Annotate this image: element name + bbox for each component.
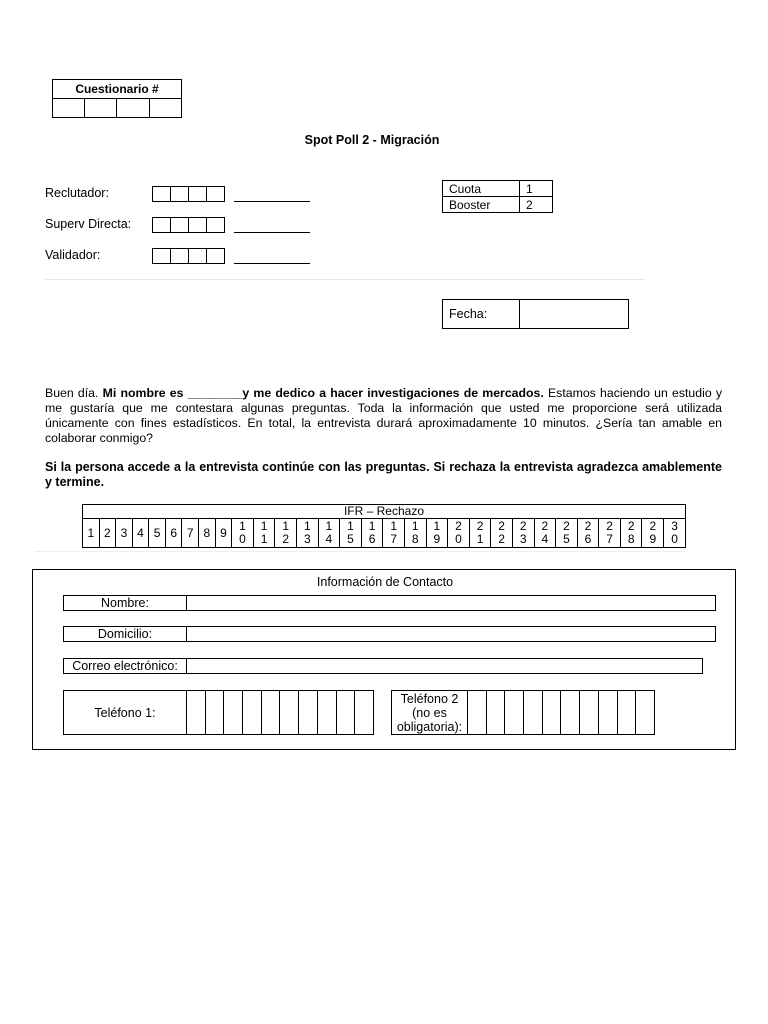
phone2-row (391, 690, 655, 735)
date-table (442, 299, 629, 329)
ifr-option-digit: 3 (671, 519, 678, 533)
questionnaire-digit-box[interactable] (149, 99, 181, 118)
contact-title: Información de Contacto (316, 575, 454, 589)
validator-name-line[interactable] (234, 263, 310, 264)
email-row (63, 658, 703, 674)
ifr-option-cell[interactable] (132, 519, 149, 548)
ifr-option-digit: 7 (606, 532, 613, 546)
name-field[interactable] (187, 595, 716, 611)
ifr-option-digit: 2 (476, 519, 484, 533)
quota-value: 2 (520, 197, 553, 213)
ifr-option-digit: 1 (433, 519, 441, 533)
ifr-option-cell[interactable] (232, 519, 254, 548)
quota-label: Cuota (443, 181, 520, 197)
ifr-option-digit: 2 (584, 519, 592, 533)
ifr-option-cell[interactable] (99, 519, 116, 548)
ifr-option-digit: 1 (239, 519, 246, 533)
ifr-option-digit: 2 (498, 519, 505, 533)
phone1-digit-box[interactable] (224, 690, 243, 735)
contact-info-box (32, 569, 736, 750)
ifr-option-digit: 9 (220, 525, 227, 540)
ifr-option-digit: 5 (563, 532, 570, 546)
supervisor-label: Superv Directa: (45, 217, 132, 231)
phone2-digit-box[interactable] (636, 690, 655, 735)
ifr-option-cell[interactable] (664, 519, 686, 548)
ifr-option-cell[interactable] (83, 519, 100, 548)
ifr-option-digit: 5 (347, 532, 354, 546)
ifr-option-cell[interactable] (182, 519, 199, 548)
address-row (63, 626, 716, 642)
ifr-option-digit: 5 (153, 525, 161, 540)
phone1-digit-box[interactable] (299, 690, 318, 735)
ifr-option-cell[interactable] (149, 519, 166, 548)
section-divider (45, 279, 645, 280)
phone2-digit-box[interactable] (524, 690, 543, 735)
ifr-option-digit: 2 (498, 532, 505, 546)
ifr-option-digit: 1 (87, 525, 95, 540)
quota-row[interactable] (443, 181, 553, 197)
ifr-option-digit: 2 (104, 525, 111, 540)
document-title: Spot Poll 2 - Migración (304, 133, 440, 147)
ifr-option-digit: 2 (627, 519, 635, 533)
ifr-option-cell[interactable] (165, 519, 182, 548)
ifr-option-digit: 8 (203, 525, 211, 540)
ifr-option-cell[interactable] (215, 519, 232, 548)
ifr-option-cell[interactable] (491, 519, 513, 548)
email-label: Correo electrónico: (63, 658, 187, 674)
questionnaire-label: Cuestionario # (53, 80, 182, 99)
ifr-option-digit: 2 (649, 519, 657, 533)
phone2-digit-box[interactable] (487, 690, 506, 735)
ifr-rejection-table (82, 504, 686, 548)
ifr-option-digit: 3 (519, 532, 527, 546)
ifr-option-digit: 7 (186, 525, 194, 540)
address-field[interactable] (187, 626, 716, 642)
ifr-option-digit: 9 (649, 532, 657, 546)
phone1-digit-box[interactable] (187, 690, 206, 735)
date-field[interactable] (520, 300, 629, 329)
ifr-option-digit: 1 (368, 519, 376, 533)
phone2-digit-box[interactable] (505, 690, 524, 735)
questionnaire-number-table (52, 79, 182, 118)
ifr-option-digit: 7 (390, 532, 397, 546)
questionnaire-digit-box[interactable] (85, 99, 117, 118)
ifr-option-digit: 2 (606, 519, 613, 533)
ifr-option-cell[interactable] (426, 519, 448, 548)
supervisor-code-boxes[interactable] (152, 217, 225, 233)
questionnaire-digit-box[interactable] (53, 99, 85, 118)
recruiter-name-line[interactable] (234, 201, 310, 202)
ifr-option-cell[interactable] (577, 519, 599, 548)
recruiter-code-boxes[interactable] (152, 186, 225, 202)
phone1-digit-box[interactable] (280, 690, 299, 735)
recruiter-label: Reclutador: (45, 186, 109, 200)
ifr-option-cell[interactable] (253, 519, 275, 548)
phone1-row (63, 690, 374, 735)
address-label: Domicilio: (63, 626, 187, 642)
ifr-option-digit: 0 (455, 532, 462, 546)
ifr-option-digit: 1 (390, 519, 397, 533)
ifr-option-cell[interactable] (318, 519, 340, 548)
ifr-option-cell[interactable] (340, 519, 362, 548)
phone2-digit-box[interactable] (561, 690, 580, 735)
ifr-option-digit: 2 (455, 519, 462, 533)
quota-row[interactable] (443, 197, 553, 213)
phone1-label: Teléfono 1: (63, 690, 187, 735)
ifr-option-digit: 1 (282, 519, 290, 533)
email-field[interactable] (187, 658, 703, 674)
phone1-digit-box[interactable] (355, 690, 374, 735)
ifr-option-digit: 4 (325, 532, 333, 546)
intro-paragraph (45, 386, 722, 446)
name-row (63, 595, 716, 611)
ifr-option-cell[interactable] (512, 519, 534, 548)
ifr-option-digit: 0 (671, 532, 678, 546)
ifr-option-cell[interactable] (296, 519, 318, 548)
name-label: Nombre: (63, 595, 187, 611)
ifr-option-digit: 0 (239, 532, 246, 546)
ifr-option-cell[interactable] (534, 519, 556, 548)
phone2-digit-box[interactable] (543, 690, 562, 735)
phone2-digit-box[interactable] (599, 690, 618, 735)
ifr-option-digit: 8 (411, 532, 419, 546)
phone1-digit-box[interactable] (318, 690, 337, 735)
ifr-option-digit: 1 (303, 519, 311, 533)
ifr-title: IFR – Rechazo (83, 505, 686, 519)
phone2-digit-box[interactable] (580, 690, 599, 735)
ifr-option-digit: 1 (347, 519, 354, 533)
phone1-digit-box[interactable] (262, 690, 281, 735)
ifr-option-cell[interactable] (469, 519, 491, 548)
ifr-option-cell[interactable] (599, 519, 621, 548)
date-label: Fecha: (443, 300, 520, 329)
ifr-option-cell[interactable] (275, 519, 297, 548)
ifr-option-cell[interactable] (404, 519, 426, 548)
phone1-digit-box[interactable] (337, 690, 356, 735)
quota-table (442, 180, 553, 213)
validator-code-boxes[interactable] (152, 248, 225, 264)
quota-label: Booster (443, 197, 520, 213)
ifr-option-cell[interactable] (383, 519, 405, 548)
ifr-option-digit: 2 (541, 519, 549, 533)
ifr-option-digit: 9 (433, 532, 441, 546)
ifr-option-digit: 6 (368, 532, 376, 546)
faint-divider (35, 551, 685, 552)
ifr-option-digit: 1 (476, 532, 484, 546)
phone2-label: Teléfono 2 (no es obligatoria): (391, 690, 468, 735)
supervisor-name-line[interactable] (234, 232, 310, 233)
ifr-option-digit: 4 (137, 525, 144, 540)
ifr-option-digit: 8 (627, 532, 635, 546)
intro-greeting: Buen día. (45, 386, 103, 400)
phone1-digit-box[interactable] (243, 690, 262, 735)
ifr-option-digit: 1 (411, 519, 419, 533)
ifr-option-digit: 4 (541, 532, 549, 546)
questionnaire-digit-box[interactable] (117, 99, 149, 118)
phone2-digit-box[interactable] (618, 690, 637, 735)
ifr-option-digit: 1 (325, 519, 333, 533)
ifr-option-digit: 2 (519, 519, 527, 533)
ifr-option-digit: 2 (282, 532, 290, 546)
ifr-option-digit: 6 (170, 525, 178, 540)
ifr-option-cell[interactable] (199, 519, 216, 548)
interviewer-instruction: Si la persona accede a la entrevista continúe con las preguntas. Si rechaza la entrevista agradezca amablemente y termine. (45, 460, 722, 489)
ifr-option-digit: 1 (260, 532, 268, 546)
phone1-digit-box[interactable] (206, 690, 225, 735)
ifr-number-row (83, 519, 686, 548)
ifr-option-cell[interactable] (620, 519, 642, 548)
intro-body: Estamos haciendo un estudio y me gustaría que me contestara algunas preguntas. Toda la información que usted me proporcione será utilizada únicamente con fines estadísticos. En total, la entrevista durará aproximadamente 10 minutos. ¿Sería tan amable en colaborar conmigo? (45, 386, 722, 445)
quota-value: 1 (520, 181, 553, 197)
validator-label: Validador: (45, 248, 101, 262)
ifr-option-cell[interactable] (448, 519, 470, 548)
ifr-option-digit: 2 (563, 519, 570, 533)
ifr-option-digit: 1 (260, 519, 268, 533)
ifr-option-cell[interactable] (556, 519, 578, 548)
ifr-option-digit: 6 (584, 532, 592, 546)
ifr-option-cell[interactable] (361, 519, 383, 548)
intro-name-statement: Mi nombre es ________y me dedico a hacer investigaciones de mercados. (102, 386, 544, 400)
ifr-option-cell[interactable] (116, 519, 133, 548)
ifr-option-cell[interactable] (642, 519, 664, 548)
phone2-digit-box[interactable] (468, 690, 487, 735)
ifr-option-digit: 3 (303, 532, 311, 546)
ifr-option-digit: 3 (120, 525, 128, 540)
